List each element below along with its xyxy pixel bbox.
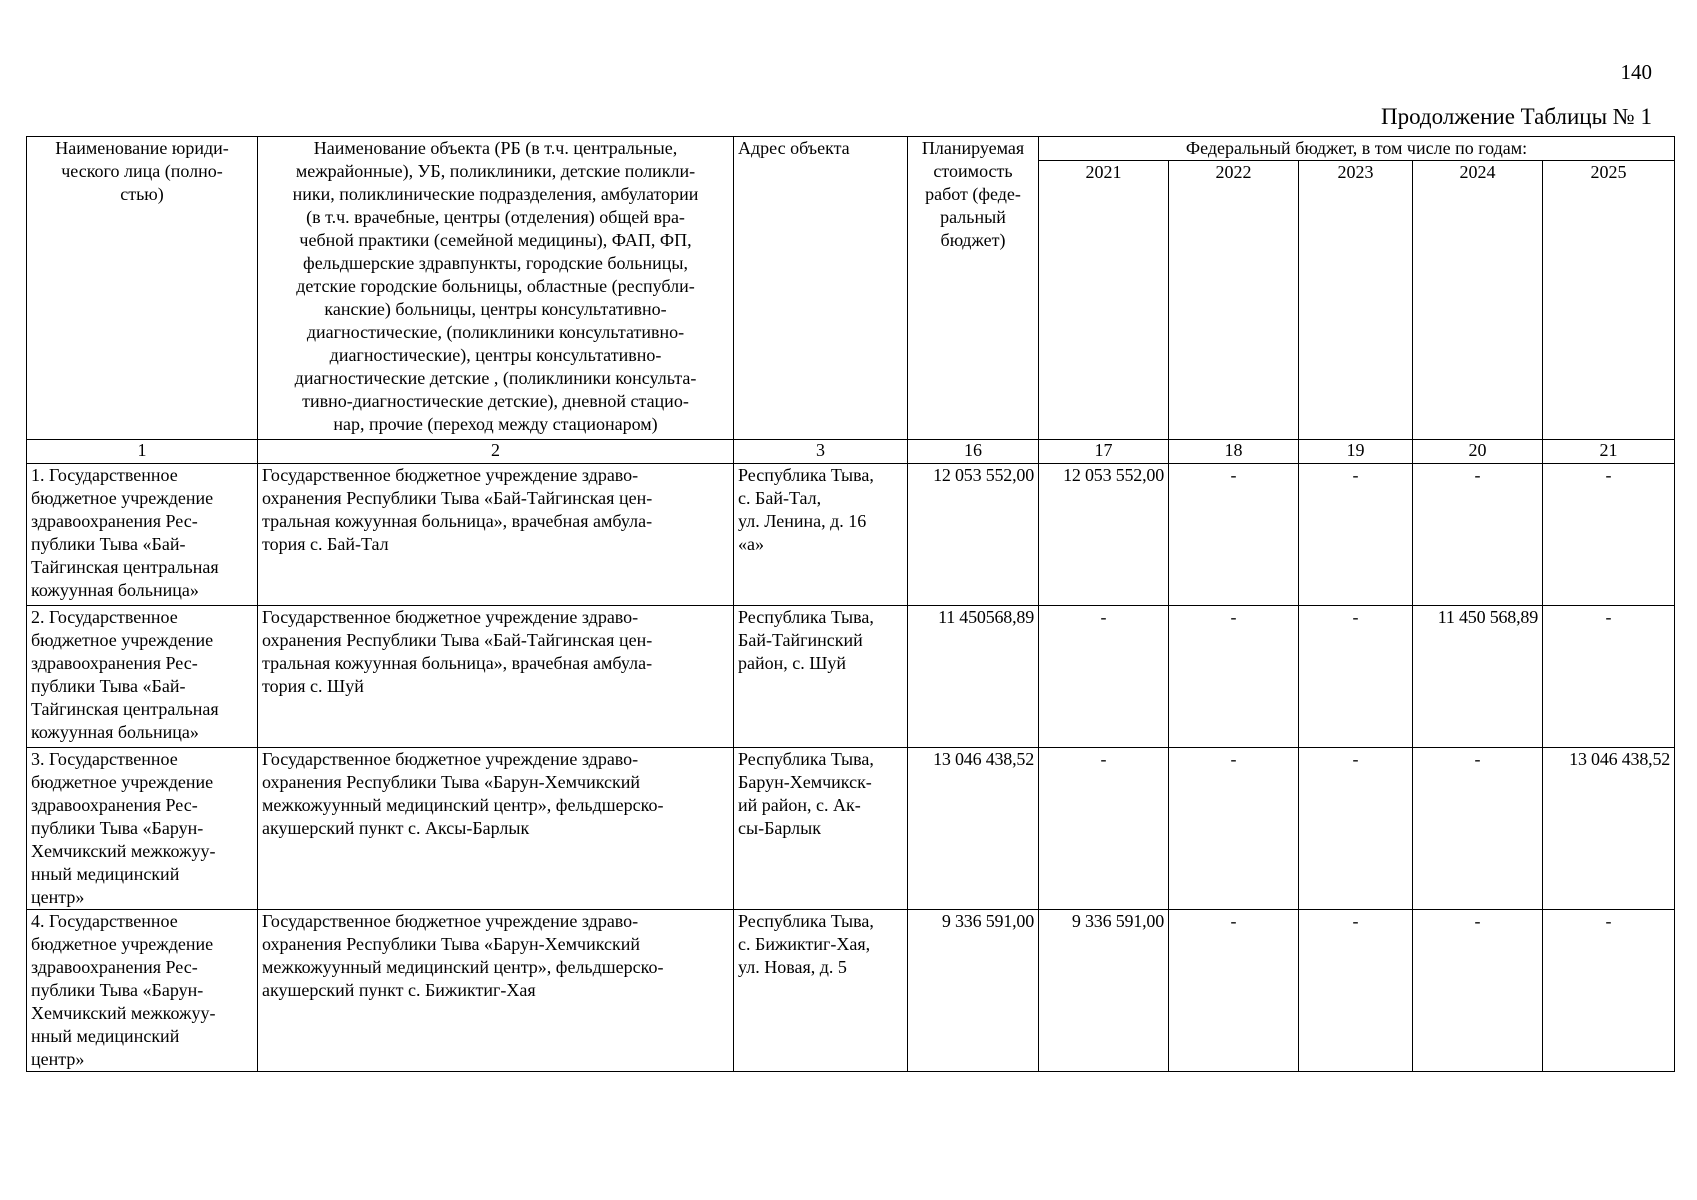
planned-cost-cell: 13 046 438,52 xyxy=(908,748,1039,910)
header-planned-cost-lines xyxy=(912,137,1034,252)
column-number: 21 xyxy=(1543,440,1675,464)
object-cell xyxy=(258,606,734,748)
text-line: публики Тыва «Бай- xyxy=(31,534,186,554)
header-object-lines xyxy=(262,137,729,436)
budget-table xyxy=(26,136,1675,1072)
text-line: 3. Государственное xyxy=(31,749,178,769)
address-lines xyxy=(738,606,903,675)
text-line: ческого лица (полно- xyxy=(61,161,223,181)
address-cell xyxy=(734,748,908,910)
text-line: межрайонные), УБ, поликлиники, детские поликли- xyxy=(295,161,696,181)
address-lines xyxy=(738,464,903,556)
text-line: диагностические), центры консультативно- xyxy=(329,345,662,365)
text-line: Тайгинская центральная xyxy=(31,699,219,719)
address-cell xyxy=(734,606,908,748)
header-federal-budget xyxy=(1039,137,1675,161)
text-line: ул. Новая, д. 5 xyxy=(738,957,847,977)
text-line: охранения Республики Тыва «Барун-Хемчикский xyxy=(262,934,641,954)
entity-lines xyxy=(31,748,253,909)
year-2021-cell: - xyxy=(1039,748,1169,910)
text-line: работ (феде- xyxy=(925,184,1021,204)
text-line: 1. Государственное xyxy=(31,465,178,485)
text-line: кожуунная больница» xyxy=(31,722,199,742)
text-line: здравоохранения Рес- xyxy=(31,511,198,531)
text-line: 4. Государственное xyxy=(31,911,178,931)
text-line: сы-Барлык xyxy=(738,818,821,838)
object-cell xyxy=(258,910,734,1072)
text-line: Тайгинская центральная xyxy=(31,557,219,577)
header-year-2024: 2024 xyxy=(1413,161,1543,440)
table-row xyxy=(27,910,1675,1072)
text-line: здравоохранения Рес- xyxy=(31,653,198,673)
header-address-label: Адрес объекта xyxy=(738,138,850,158)
text-line: межкожуунный медицинский центр», фельдшерско- xyxy=(262,957,664,977)
text-line: бюджетное учреждение xyxy=(31,488,214,508)
year-2023-cell: - xyxy=(1299,464,1413,606)
text-line: нар, прочие (переход между стационаром) xyxy=(333,414,658,434)
text-line: бюджетное учреждение xyxy=(31,772,214,792)
header-planned-cost xyxy=(908,137,1039,440)
text-line: тория с. Бай-Тал xyxy=(262,534,389,554)
text-line: центр» xyxy=(31,1049,85,1069)
text-line: Государственное бюджетное учреждение здраво- xyxy=(262,465,639,485)
text-line: 2. Государственное xyxy=(31,607,178,627)
year-2025-cell: - xyxy=(1543,606,1675,748)
header-federal-budget-label: Федеральный бюджет, в том числе по годам: xyxy=(1185,138,1528,158)
year-2022-cell: - xyxy=(1169,748,1299,910)
header-year-2025: 2025 xyxy=(1543,161,1675,440)
header-year-2021: 2021 xyxy=(1039,161,1169,440)
planned-cost-cell: 9 336 591,00 xyxy=(908,910,1039,1072)
column-number: 18 xyxy=(1169,440,1299,464)
year-2024-cell: - xyxy=(1413,748,1543,910)
text-line: стью) xyxy=(120,184,164,204)
text-line: нный медицинский xyxy=(31,1026,180,1046)
header-entity-name xyxy=(27,137,258,440)
year-2022-cell: - xyxy=(1169,464,1299,606)
text-line: тральная кожуунная больница», врачебная амбула- xyxy=(262,511,653,531)
year-2021-cell: 12 053 552,00 xyxy=(1039,464,1169,606)
text-line: Барун-Хемчикск- xyxy=(738,772,872,792)
text-line: ул. Ленина, д. 16 xyxy=(738,511,867,531)
text-line: тивно-диагностические детские), дневной стацио- xyxy=(302,391,689,411)
object-cell xyxy=(258,748,734,910)
column-number: 16 xyxy=(908,440,1039,464)
column-number-row xyxy=(27,440,1675,464)
column-number: 19 xyxy=(1299,440,1413,464)
year-2023-cell: - xyxy=(1299,910,1413,1072)
planned-cost-cell: 12 053 552,00 xyxy=(908,464,1039,606)
address-lines xyxy=(738,748,903,840)
text-line: Хемчикский межкожуу- xyxy=(31,1003,216,1023)
text-line: с. Бай-Тал, xyxy=(738,488,822,508)
text-line: охранения Республики Тыва «Бай-Тайгинская цен- xyxy=(262,630,653,650)
year-2021-cell: - xyxy=(1039,606,1169,748)
text-line: чебной практики (семейной медицины), ФАП, ФП, xyxy=(299,230,692,250)
text-line: бюджет) xyxy=(940,230,1006,250)
text-line: центр» xyxy=(31,887,85,907)
entity-lines xyxy=(31,910,253,1071)
column-number: 2 xyxy=(258,440,734,464)
column-number: 3 xyxy=(734,440,908,464)
planned-cost-cell: 11 450568,89 xyxy=(908,606,1039,748)
text-line: Наименование юриди- xyxy=(55,138,229,158)
text-line: бюджетное учреждение xyxy=(31,630,214,650)
table-row xyxy=(27,748,1675,910)
year-2025-cell: 13 046 438,52 xyxy=(1543,748,1675,910)
entity-cell xyxy=(27,606,258,748)
object-lines xyxy=(262,910,729,1002)
column-number: 1 xyxy=(27,440,258,464)
text-line: публики Тыва «Бай- xyxy=(31,676,186,696)
text-line: район, с. Шуй xyxy=(738,653,847,673)
text-line: акушерский пункт с. Бижиктиг-Хая xyxy=(262,980,536,1000)
text-line: канские) больницы, центры консультативно- xyxy=(324,299,667,319)
text-line: нный медицинский xyxy=(31,864,180,884)
year-2024-cell: - xyxy=(1413,464,1543,606)
text-line: «а» xyxy=(738,534,764,554)
header-entity-lines xyxy=(31,137,253,206)
text-line: Республика Тыва, xyxy=(738,749,874,769)
text-line: здравоохранения Рес- xyxy=(31,795,198,815)
text-line: кожуунная больница» xyxy=(31,580,199,600)
text-line: публики Тыва «Барун- xyxy=(31,818,204,838)
text-line: Государственное бюджетное учреждение здраво- xyxy=(262,749,639,769)
entity-cell xyxy=(27,748,258,910)
header-address xyxy=(734,137,908,440)
header-year-2022: 2022 xyxy=(1169,161,1299,440)
text-line: тория с. Шуй xyxy=(262,676,364,696)
year-2024-cell: - xyxy=(1413,910,1543,1072)
text-line: Государственное бюджетное учреждение здраво- xyxy=(262,607,639,627)
text-line: диагностические, (поликлиники консультативно- xyxy=(306,322,685,342)
object-lines xyxy=(262,606,729,698)
text-line: охранения Республики Тыва «Бай-Тайгинская цен- xyxy=(262,488,653,508)
text-line: (в т.ч. врачебные, центры (отделения) общей вра- xyxy=(306,207,685,227)
text-line: диагностические детские , (поликлиники консульта- xyxy=(294,368,697,388)
object-cell xyxy=(258,464,734,606)
address-lines xyxy=(738,910,903,979)
table-row xyxy=(27,464,1675,606)
text-line: Планируемая xyxy=(921,138,1025,158)
entity-cell xyxy=(27,910,258,1072)
text-line: Государственное бюджетное учреждение здраво- xyxy=(262,911,639,931)
text-line: ральный xyxy=(940,207,1006,227)
text-line: межкожуунный медицинский центр», фельдшерско- xyxy=(262,795,664,815)
text-line: охранения Республики Тыва «Барун-Хемчикский xyxy=(262,772,641,792)
entity-lines xyxy=(31,606,253,744)
column-number: 17 xyxy=(1039,440,1169,464)
header-object-name xyxy=(258,137,734,440)
text-line: Хемчикский межкожуу- xyxy=(31,841,216,861)
text-line: детские городские больницы, областные (республи- xyxy=(296,276,695,296)
text-line: Бай-Тайгинский xyxy=(738,630,863,650)
page-number: 140 xyxy=(1620,60,1652,84)
object-lines xyxy=(262,464,729,556)
table-row xyxy=(27,606,1675,748)
text-line: бюджетное учреждение xyxy=(31,934,214,954)
text-line: Республика Тыва, xyxy=(738,607,874,627)
entity-lines xyxy=(31,464,253,602)
year-2021-cell: 9 336 591,00 xyxy=(1039,910,1169,1072)
entity-cell xyxy=(27,464,258,606)
text-line: фельдшерские здравпункты, городские больницы, xyxy=(303,253,688,273)
year-2025-cell: - xyxy=(1543,910,1675,1072)
text-line: стоимость xyxy=(933,161,1013,181)
year-2023-cell: - xyxy=(1299,748,1413,910)
text-line: акушерский пункт с. Аксы-Барлык xyxy=(262,818,530,838)
text-line: тральная кожуунная больница», врачебная амбула- xyxy=(262,653,653,673)
column-number: 20 xyxy=(1413,440,1543,464)
header-year-2023: 2023 xyxy=(1299,161,1413,440)
text-line: ники, поликлинические подразделения, амбулатории xyxy=(292,184,699,204)
year-2022-cell: - xyxy=(1169,606,1299,748)
year-2023-cell: - xyxy=(1299,606,1413,748)
text-line: публики Тыва «Барун- xyxy=(31,980,204,1000)
text-line: здравоохранения Рес- xyxy=(31,957,198,977)
year-2025-cell: - xyxy=(1543,464,1675,606)
text-line: Республика Тыва, xyxy=(738,911,874,931)
year-2024-cell: 11 450 568,89 xyxy=(1413,606,1543,748)
text-line: Наименование объекта (РБ (в т.ч. центральные, xyxy=(313,138,678,158)
text-line: Республика Тыва, xyxy=(738,465,874,485)
address-cell xyxy=(734,910,908,1072)
object-lines xyxy=(262,748,729,840)
text-line: ий район, с. Ак- xyxy=(738,795,861,815)
address-cell xyxy=(734,464,908,606)
text-line: с. Бижиктиг-Хая, xyxy=(738,934,871,954)
continuation-title: Продолжение Таблицы № 1 xyxy=(1380,104,1652,129)
year-2022-cell: - xyxy=(1169,910,1299,1072)
